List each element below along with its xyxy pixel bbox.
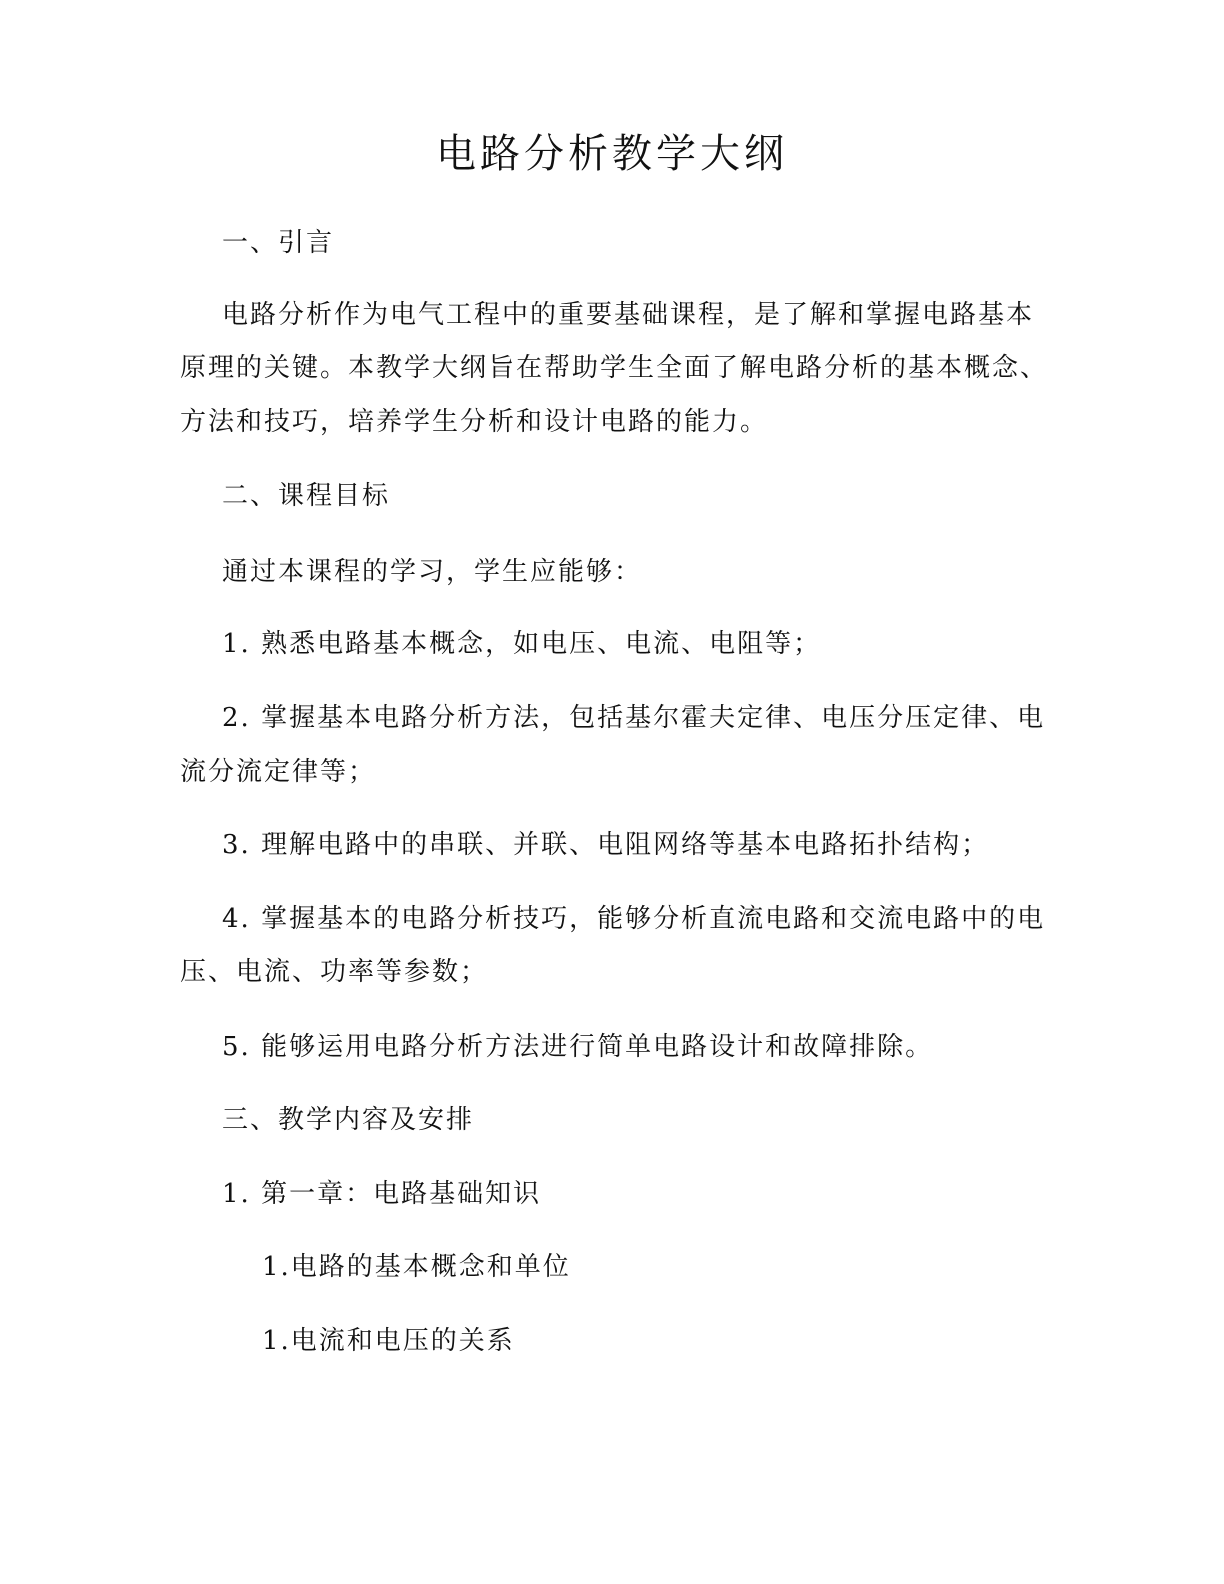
goal-item-5: 5. 能够运用电路分析方法进行简单电路设计和故障排除。	[222, 1032, 934, 1062]
chapter-1-sub-item-2: 1.电流和电压的关系	[262, 1326, 515, 1356]
section-heading-goals: 二、课程目标	[222, 481, 391, 511]
goal-item-1: 1. 熟悉电路基本概念，如电压、电流、电阻等；	[222, 629, 822, 659]
document-title: 电路分析教学大纲	[436, 131, 788, 177]
goal-item-4-line-2: 压、电流、功率等参数；	[180, 957, 489, 987]
section-heading-intro: 一、引言	[222, 228, 335, 258]
intro-paragraph-line-3: 方法和技巧，培养学生分析和设计电路的能力。	[180, 407, 769, 437]
chapter-1-heading: 1. 第一章：电路基础知识	[222, 1179, 542, 1209]
intro-paragraph-line-1: 电路分析作为电气工程中的重要基础课程，是了解和掌握电路基本	[222, 300, 1035, 330]
intro-paragraph-line-2: 原理的关键。本教学大纲旨在帮助学生全面了解电路分析的基本概念、	[180, 353, 1049, 383]
goals-lead: 通过本课程的学习，学生应能够：	[222, 557, 643, 587]
goal-item-4-line-1: 4. 掌握基本的电路分析技巧，能够分析直流电路和交流电路中的电	[222, 904, 1046, 934]
goal-item-2-line-1: 2. 掌握基本电路分析方法，包括基尔霍夫定律、电压分压定律、电	[222, 703, 1046, 733]
chapter-1-sub-item-1: 1.电路的基本概念和单位	[262, 1252, 571, 1282]
goal-item-3: 3. 理解电路中的串联、并联、电阻网络等基本电路拓扑结构；	[222, 830, 990, 860]
goal-item-2-line-2: 流分流定律等；	[180, 757, 377, 787]
section-heading-content: 三、教学内容及安排	[222, 1105, 475, 1135]
